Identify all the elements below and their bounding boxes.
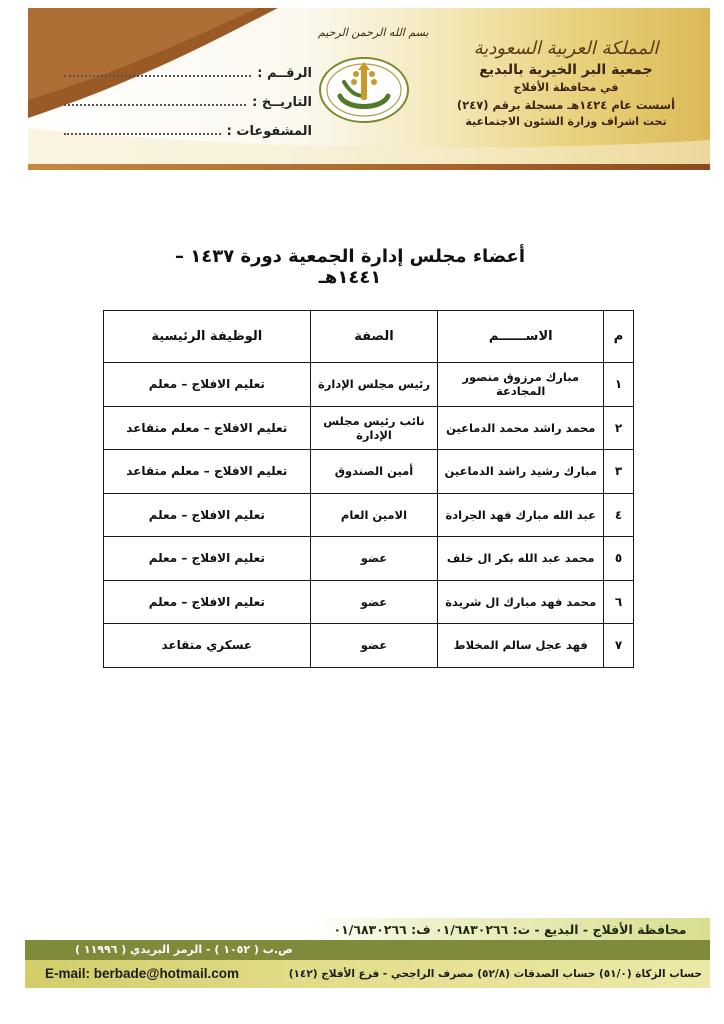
row-number: ٤ [604, 493, 634, 537]
ref-attachments-row [64, 124, 312, 153]
member-position: عضو [310, 580, 438, 624]
table-row [104, 537, 634, 581]
member-job: عسكري متقاعد [104, 624, 311, 668]
header-position: الصفة [310, 311, 438, 363]
table-header-row [104, 311, 634, 363]
member-name: محمد عبد الله بكر ال خلف [438, 537, 604, 581]
table-row [104, 450, 634, 494]
ref-number-label: الرقــم : [257, 66, 312, 81]
board-members-table [103, 310, 634, 668]
ref-number-dots [64, 75, 251, 77]
organization-name: جمعية البر الخيرية بالبديع [479, 62, 653, 78]
charity-logo-icon [316, 52, 412, 124]
organization-block [442, 38, 690, 130]
member-job: تعليم الافلاج – معلم [104, 580, 311, 624]
table-row [104, 493, 634, 537]
member-name: محمد فهد مبارك ال شريدة [438, 580, 604, 624]
footer-contact-band [25, 960, 710, 988]
ref-date-row [64, 95, 312, 124]
row-number: ١ [604, 363, 634, 407]
member-position: نائب رئيس مجلس الإدارة [310, 406, 438, 450]
ref-date-label: التاريــخ : [252, 95, 312, 110]
footer-po-band [25, 940, 710, 960]
letterhead-bottom-band [28, 164, 710, 170]
member-name: محمد راشد محمد الدماعين [438, 406, 604, 450]
ref-date-dots [64, 104, 246, 106]
header-main-job: الوظيفة الرئيسية [104, 311, 311, 363]
member-job: تعليم الافلاج – معلم [104, 537, 311, 581]
member-job: تعليم الافلاج – معلم متقاعد [104, 450, 311, 494]
footer-bank-accounts: حساب الزكاة (٥١/٠) حساب الصدقات (٥٢/٨) مصرف الراجحي - فرع الأفلاج (١٤٢) [288, 968, 702, 980]
table-row [104, 406, 634, 450]
member-name: مبارك مرزوق منصور المجادعة [438, 363, 604, 407]
reference-fields [64, 66, 312, 153]
row-number: ٥ [604, 537, 634, 581]
footer-po-box: ص.ب ( ١٠٥٢ ) - الرمز البريدي ( ١١٩٩٦ ) [75, 943, 293, 956]
header-number: م [604, 311, 634, 363]
footer-address: محافظة الأفلاج - البديع - ت: ٠١/٦٨٣٠٢٦٦ ف: ٠١/٦٨٣٠٢٦٦ [310, 918, 710, 942]
kingdom-name: المملكة العربية السعودية [473, 38, 659, 59]
table-row [104, 580, 634, 624]
member-name: فهد عجل سالم المخلاط [438, 624, 604, 668]
document-title: أعضاء مجلس إدارة الجمعية دورة ١٤٣٧ – ١٤٤١هـ [174, 246, 525, 288]
member-position: الامين العام [310, 493, 438, 537]
table-row [104, 624, 634, 668]
member-position: رئيس مجلس الإدارة [310, 363, 438, 407]
bismillah-calligraphy: بسم الله الرحمن الرحيم [318, 26, 429, 39]
ref-attachments-label: المشفوعات : [226, 124, 312, 139]
member-job: تعليم الافلاج – معلم [104, 363, 311, 407]
member-job: تعليم الافلاج – معلم متقاعد [104, 406, 311, 450]
row-number: ٣ [604, 450, 634, 494]
organization-established: أسست عام ١٤٢٤هـ مسجلة برقم (٢٤٧) [456, 98, 676, 112]
row-number: ٢ [604, 406, 634, 450]
member-position: عضو [310, 537, 438, 581]
organization-supervision: تحت اشراف وزارة الشئون الاجتماعية [465, 115, 667, 128]
ref-number-row [64, 66, 312, 95]
table-row [104, 363, 634, 407]
member-position: أمين الصندوق [310, 450, 438, 494]
ref-attachments-dots [64, 133, 221, 135]
member-position: عضو [310, 624, 438, 668]
organization-governorate: في محافظة الأفلاج [513, 81, 619, 94]
row-number: ٦ [604, 580, 634, 624]
row-number: ٧ [604, 624, 634, 668]
member-name: مبارك رشيد راشد الدماعين [438, 450, 604, 494]
member-job: تعليم الافلاج – معلم [104, 493, 311, 537]
footer-email: E-mail: berbade@hotmail.com [45, 966, 239, 981]
member-name: عبد الله مبارك فهد الجرادة [438, 493, 604, 537]
header-name: الاســــــم [438, 311, 604, 363]
